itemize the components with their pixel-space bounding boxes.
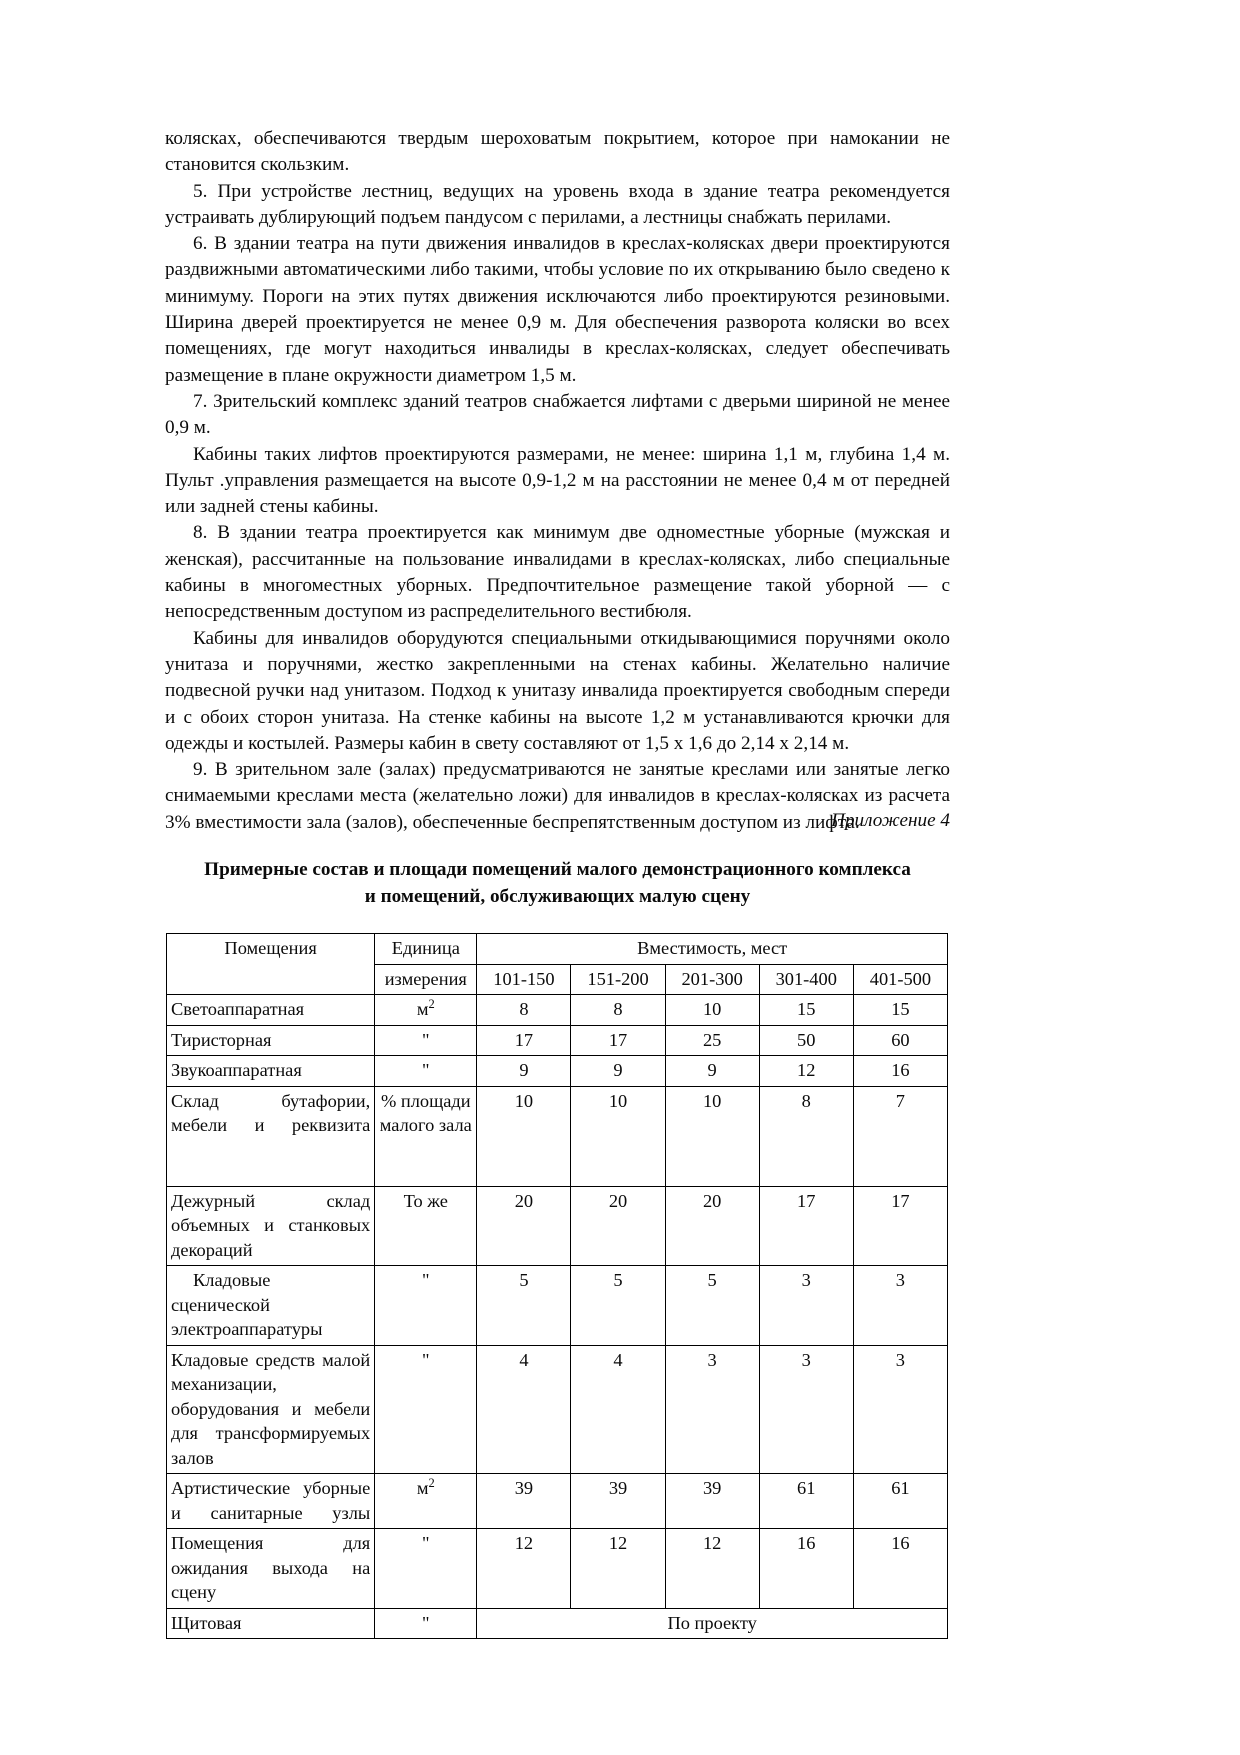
table-row [167, 1266, 948, 1346]
paragraph-accessible-cabins: Кабины для инвалидов оборудуются специальными откидывающимися поручнями около унитаза и поручнями, жестко закрепленными на стенах кабины. Желательно наличие подвесной ручки над унитазом. Подход к унитазу инвалида проектируется свободным спереди и с обоих сторон унитаза. На стенке кабины на высоте 1,2 м устанавливаются крючки для одежды и костылей. Размеры кабин в свету составляют от 1,5 х 1,6 до 2,14 х 2,14 м. [165, 627, 950, 754]
table-row [167, 1529, 948, 1609]
cell-capacity-value: 10 [665, 1086, 759, 1186]
cell-capacity-value: 3 [853, 1345, 947, 1474]
header-capacity-201-300: 201-300 [665, 964, 759, 995]
cell-unit: % площади малого зала [375, 1086, 477, 1186]
cell-capacity-value: 10 [571, 1086, 665, 1186]
body-text-block [165, 126, 950, 836]
cell-capacity-value: 39 [571, 1474, 665, 1529]
header-capacity-group: Вместимость, мест [477, 934, 948, 965]
cell-capacity-value: 17 [571, 1025, 665, 1056]
cell-capacity-value: 9 [571, 1056, 665, 1087]
appendix-label: Приложение 4 [831, 810, 950, 831]
cell-spanned-note: По проекту [477, 1608, 948, 1639]
unit-superscript: 2 [428, 996, 435, 1011]
paragraph-continued: колясках, обеспечиваются твердым шероховатым покрытием, которое при намокании не становится скользким. [165, 128, 950, 176]
cell-capacity-value: 4 [477, 1345, 571, 1474]
cell-capacity-value: 12 [477, 1529, 571, 1609]
cell-capacity-value: 8 [759, 1086, 853, 1186]
cell-capacity-value: 12 [571, 1529, 665, 1609]
cell-capacity-value: 20 [665, 1186, 759, 1266]
header-unit-line2: измерения [375, 964, 477, 995]
paragraph-8: 8. В здании театра проектируется как минимум две одноместные уборные (мужская и женская), рассчитанные на пользование инвалидами в креслах-колясках, либо специальные кабины в многоместных уборных. Предпочтительное размещение такой уборной — с непосредственным доступом из распределительного вестибюля. [165, 522, 950, 623]
table-header-row-1 [167, 934, 948, 965]
header-room: Помещения [167, 934, 375, 995]
cell-capacity-value: 5 [571, 1266, 665, 1346]
cell-capacity-value: 4 [571, 1345, 665, 1474]
cell-capacity-value: 20 [571, 1186, 665, 1266]
paragraph-6: 6. В здании театра на пути движения инвалидов в креслах-колясках двери проектируются раздвижными автоматическими либо такими, чтобы условие по их открыванию было сведено к минимуму. Пороги на этих путях движения исключаются либо проектируются резиновыми. Ширина дверей проектируется не менее 0,9 м. Для обеспечения разворота коляски во всех помещениях, где могут находиться инвалиды в креслах-колясках, следует обеспечивать размещение в плане окружности диаметром 1,5 м. [165, 233, 950, 386]
table-row-last [167, 1608, 948, 1639]
header-capacity-151-200: 151-200 [571, 964, 665, 995]
cell-capacity-value: 5 [477, 1266, 571, 1346]
cell-unit: " [375, 1056, 477, 1087]
cell-capacity-value: 9 [477, 1056, 571, 1087]
cell-capacity-value: 10 [665, 995, 759, 1026]
cell-room-name: Дежурный склад объемных и станковых декораций [167, 1186, 375, 1266]
cell-capacity-value: 15 [853, 995, 947, 1026]
cell-capacity-value: 20 [477, 1186, 571, 1266]
cell-room-name: Склад бутафории, мебели и реквизита [167, 1086, 375, 1186]
cell-capacity-value: 17 [759, 1186, 853, 1266]
cell-unit: " [375, 1266, 477, 1346]
table-body [167, 995, 948, 1639]
paragraph-5: 5. При устройстве лестниц, ведущих на уровень входа в здание театра рекомендуется устраивать дублирующий подъем пандусом с перилами, а лестницы снабжать перилами. [165, 180, 950, 228]
cell-capacity-value: 12 [759, 1056, 853, 1087]
header-capacity-101-150: 101-150 [477, 964, 571, 995]
cell-capacity-value: 39 [477, 1474, 571, 1529]
table-row [167, 1086, 948, 1186]
cell-room-name: Кладовые средств малой механизации, оборудования и мебели для трансформируемых залов [167, 1345, 375, 1474]
cell-room-name: Помещения для ожидания выхода на сцену [167, 1529, 375, 1609]
cell-capacity-value: 5 [665, 1266, 759, 1346]
header-unit-line1: Единица [375, 934, 477, 965]
cell-unit: То же [375, 1186, 477, 1266]
table-row [167, 995, 948, 1026]
cell-room-name: Звукоаппаратная [167, 1056, 375, 1087]
table-row [167, 1025, 948, 1056]
cell-capacity-value: 39 [665, 1474, 759, 1529]
cell-capacity-value: 17 [477, 1025, 571, 1056]
cell-capacity-value: 9 [665, 1056, 759, 1087]
cell-room-name: Кладовые сценической электроаппаратуры [167, 1266, 375, 1346]
table-row [167, 1056, 948, 1087]
cell-capacity-value: 16 [853, 1529, 947, 1609]
cell-unit: " [375, 1608, 477, 1639]
premises-area-table [166, 933, 948, 1639]
unit-superscript: 2 [428, 1475, 435, 1490]
header-capacity-301-400: 301-400 [759, 964, 853, 995]
cell-capacity-value: 61 [759, 1474, 853, 1529]
cell-capacity-value: 16 [759, 1529, 853, 1609]
cell-unit: " [375, 1345, 477, 1474]
paragraph-9: 9. В зрительном зале (залах) предусматриваются не занятые креслами или занятые легко снимаемыми креслами места (желательно ложи) для инвалидов в креслах-колясках из расчета 3% вместимости зала (залов), обеспеченные беспрепятственным доступом из лифта. [165, 759, 950, 833]
cell-capacity-value: 10 [477, 1086, 571, 1186]
cell-capacity-value: 3 [665, 1345, 759, 1474]
cell-room-name: Щитовая [167, 1608, 375, 1639]
cell-capacity-value: 17 [853, 1186, 947, 1266]
header-capacity-401-500: 401-500 [853, 964, 947, 995]
cell-capacity-value: 8 [477, 995, 571, 1026]
table-row [167, 1474, 948, 1529]
cell-room-name: Светоаппаратная [167, 995, 375, 1026]
cell-capacity-value: 16 [853, 1056, 947, 1087]
cell-capacity-value: 60 [853, 1025, 947, 1056]
cell-capacity-value: 3 [759, 1266, 853, 1346]
paragraph-7: 7. Зрительский комплекс зданий театров снабжается лифтами с дверьми шириной не менее 0,9 м. [165, 390, 950, 439]
cell-capacity-value: 3 [759, 1345, 853, 1474]
cell-capacity-value: 3 [853, 1266, 947, 1346]
cell-capacity-value: 50 [759, 1025, 853, 1056]
cell-capacity-value: 25 [665, 1025, 759, 1056]
cell-unit: $м^2$ [375, 1474, 477, 1529]
cell-unit: " [375, 1529, 477, 1609]
table-title: Примерные состав и площади помещений малого демонстрационного комплекса и помещений, обслуживающих малую сцену [204, 859, 911, 907]
cell-unit: " [375, 1025, 477, 1056]
cell-room-name: Тиристорная [167, 1025, 375, 1056]
table-row [167, 1345, 948, 1474]
cell-capacity-value: 61 [853, 1474, 947, 1529]
cell-capacity-value: 8 [571, 995, 665, 1026]
cell-capacity-value: 7 [853, 1086, 947, 1186]
cell-capacity-value: 12 [665, 1529, 759, 1609]
cell-room-name: Артистические уборные и санитарные узлы [167, 1474, 375, 1529]
paragraph-lift-cabins: Кабины таких лифтов проектируются размерами, не менее: ширина 1,1 м, глубина 1,4 м. Пульт .управления размещается на высоте 0,9-1,2 м на расстоянии не менее 0,4 м от передней или задней стены кабины. [165, 443, 950, 518]
cell-capacity-value: 15 [759, 995, 853, 1026]
table-head [167, 934, 948, 995]
cell-unit: $м^2$ [375, 995, 477, 1026]
table-row [167, 1186, 948, 1266]
